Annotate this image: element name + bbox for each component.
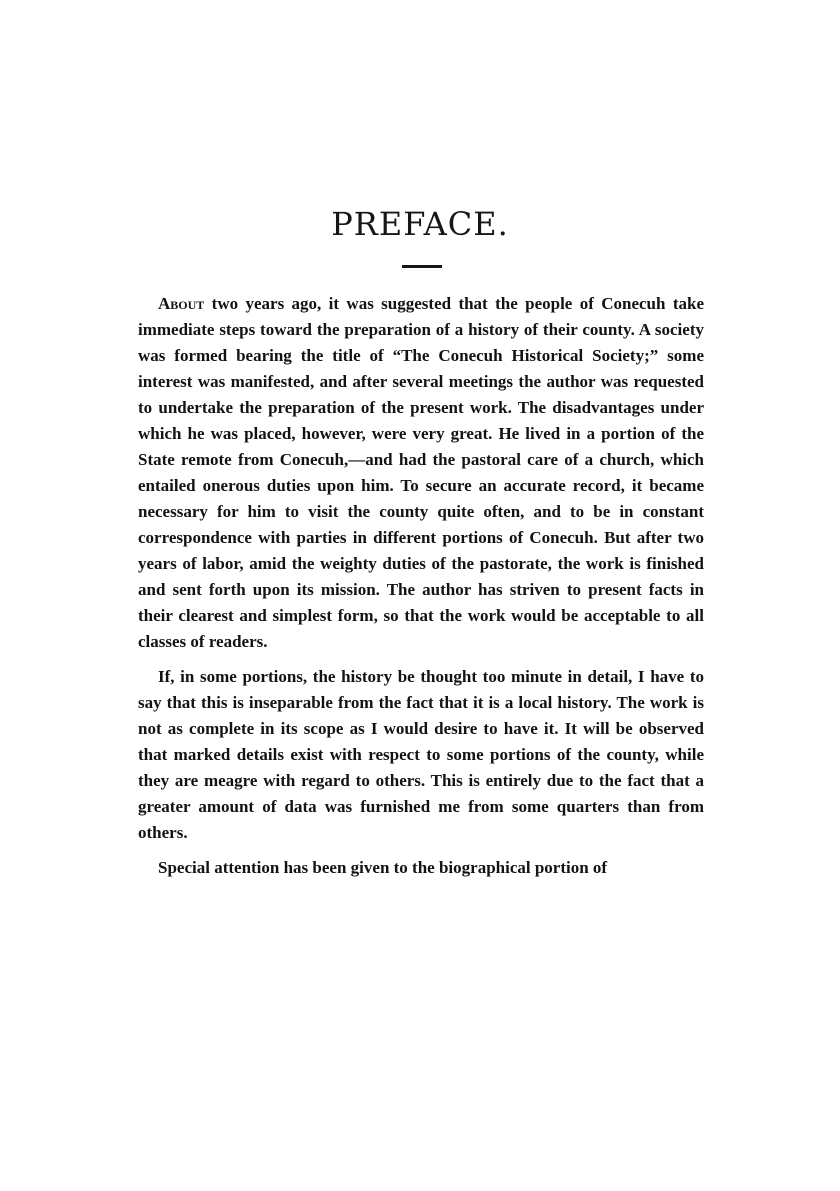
paragraph-3 — [138, 855, 704, 881]
page-title: PREFACE. — [331, 205, 509, 243]
preface-body — [138, 291, 704, 881]
title-divider — [402, 265, 442, 268]
paragraph-lead-word: About — [158, 294, 205, 313]
paragraph-text: If, in some portions, the history be thought too minute in detail, I have to say that this is inseparable from the fact that it is a local history. The work is not as complete in its scope as I would desire to have it. It will be observed that marked details exist with respect to some portions of the county, while they are meagre with regard to others. This is entirely due to the fact that a greater amount of data was furnished me from some quarters than from others. — [138, 667, 704, 842]
paragraph-1 — [138, 291, 704, 655]
paragraph-text: Special attention has been given to the biographical portion of — [158, 858, 608, 877]
paragraph-text: two years ago, it was suggested that the people of Conecuh take immediate steps toward the preparation of a history of their county. A society was formed bearing the title of “The Conecuh Historical Society;” some interest was manifested, and after several meetings the author was requested to undertake the preparation of the present work. The disadvantages under which he was placed, however, were very great. He lived in a portion of the State remote from Conecuh,—and had the pastoral care of a church, which entailed onerous duties upon him. To secure an accurate record, it became necessary for him to visit the county quite often, and to be in constant correspondence with parties in different portions of Conecuh. But after two years of labor, amid the weighty duties of the pastorate, the work is finished and sent forth upon its mission. The author has striven to present facts in their clearest and simplest form, so that the work would be acceptable to all classes of readers. — [138, 294, 704, 651]
paragraph-2 — [138, 664, 704, 846]
